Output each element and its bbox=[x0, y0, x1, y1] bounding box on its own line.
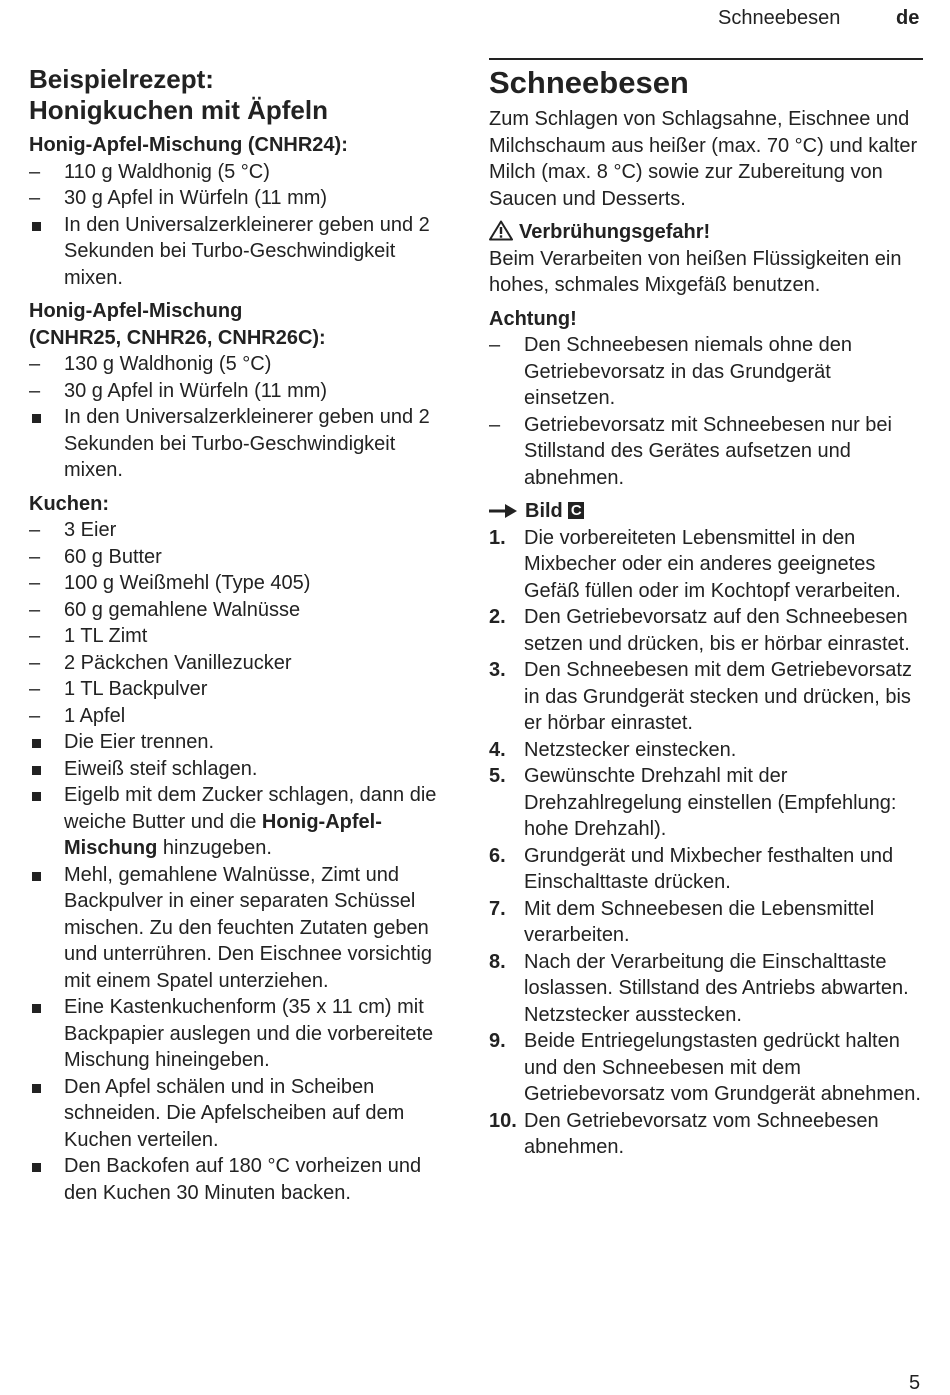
list-item: 4. Netzstecker einstecken. bbox=[489, 738, 737, 761]
list-item: Die Eier trennen. bbox=[29, 729, 459, 756]
list-item: Eigelb mit dem Zucker schlagen, dann die weiche Butter und die Honig-Apfel-Mischung hinzugeben. bbox=[29, 782, 459, 862]
running-header-title: Schneebesen bbox=[718, 7, 841, 29]
ingredient-list bbox=[29, 517, 459, 1206]
list-item: In den Universalzerkleinerer geben und 2 Sekunden bei Turbo-Geschwindigkeit mixen. bbox=[29, 404, 459, 484]
bullet-square-icon bbox=[32, 792, 41, 801]
list-item: – 60 g gemahlene Walnüsse bbox=[29, 598, 301, 621]
language-code: de bbox=[896, 7, 920, 29]
figure-reference: Bild C bbox=[489, 498, 923, 525]
bullet-square-icon bbox=[32, 414, 41, 423]
warning-text: Beim Verarbeiten von heißen Flüssigkeiten ein hohes, schmales Mixgefäß benutzen. bbox=[489, 247, 902, 296]
bullet-square-icon bbox=[32, 766, 41, 775]
bullet-square-icon bbox=[32, 1004, 41, 1013]
list-item: Den Apfel schälen und in Scheiben schneiden. Die Apfelscheiben auf dem Kuchen verteilen. bbox=[29, 1074, 459, 1154]
list-item: 6. Grundgerät und Mixbecher festhalten und Einschalttaste drücken. bbox=[489, 844, 894, 893]
warning-triangle-icon bbox=[489, 220, 513, 241]
list-item: 9. Beide Entriegelungstasten gedrückt halten und den Schneebesen mit dem Getriebevorsatz vom Grundgerät abnehmen. bbox=[489, 1030, 921, 1105]
list-item: – 3 Eier bbox=[29, 519, 117, 541]
list-item: – 110 g Waldhonig (5 °C) bbox=[29, 160, 270, 183]
whisk-column bbox=[489, 58, 923, 1161]
list-item: – 1 Apfel bbox=[29, 704, 126, 727]
bullet-square-icon bbox=[32, 1163, 41, 1172]
list-item: 8. Nach der Verarbeitung die Einschalttaste loslassen. Stillstand des Antriebs abwarten. Netzstecker ausstecken. bbox=[489, 950, 909, 1026]
recipe-column bbox=[29, 64, 459, 1206]
bullet-square-icon bbox=[32, 872, 41, 881]
list-item: In den Universalzerkleinerer geben und 2 Sekunden bei Turbo-Geschwindigkeit mixen. bbox=[29, 212, 459, 292]
bullet-square-icon bbox=[32, 1084, 41, 1093]
list-item: Den Backofen auf 180 °C vorheizen und den Kuchen 30 Minuten backen. bbox=[29, 1153, 459, 1206]
list-item: – 1 TL Backpulver bbox=[29, 678, 208, 700]
ingredient-list bbox=[29, 351, 459, 484]
caution-heading: Achtung! bbox=[489, 307, 577, 330]
list-item: 1. Die vorbereiteten Lebensmittel in den Mixbecher oder ein anderes geeignetes Gefäß füllen oder im Kochtopf verarbeiten. bbox=[489, 526, 901, 602]
section-heading: Honig-Apfel-Mischung (CNHR25, CNHR26, CNHR26C): bbox=[29, 300, 326, 349]
list-item: – Den Schneebesen niemals ohne den Getriebevorsatz in das Grundgerät einsetzen. bbox=[489, 334, 853, 409]
list-item: Eine Kastenkuchenform (35 x 11 cm) mit Backpapier auslegen und die vorbereitete Mischung hineingeben. bbox=[29, 994, 459, 1074]
section-heading: Honig-Apfel-Mischung (CNHR24): bbox=[29, 134, 348, 156]
list-item: 2. Den Getriebevorsatz auf den Schneebesen setzen und drücken, bis er hörbar einrastet. bbox=[489, 606, 910, 655]
bullet-square-icon bbox=[32, 739, 41, 748]
warning-heading: Verbrühungsgefahr! bbox=[489, 219, 923, 246]
page-number: 5 bbox=[909, 1372, 921, 1394]
ingredient-list bbox=[29, 159, 459, 292]
list-item: – 1 TL Zimt bbox=[29, 625, 148, 647]
arrow-right-icon bbox=[489, 504, 517, 518]
steps-list bbox=[489, 525, 923, 1161]
section-heading: Kuchen: bbox=[29, 492, 109, 515]
section-title: Schneebesen bbox=[489, 65, 689, 100]
list-item: – 2 Päckchen Vanillezucker bbox=[29, 651, 292, 674]
list-item: 3. Den Schneebesen mit dem Getriebevorsatz in das Grundgerät stecken und drücken, bis er hörbar einrastet. bbox=[489, 659, 912, 734]
intro-text: Zum Schlagen von Schlagsahne, Eischnee und Milchschaum aus heißer (max. 70 °C) und kalter Milch (max. 8 °C) sowie zur Zubereitung von Saucen und Desserts. bbox=[489, 108, 918, 210]
list-item: 5. Gewünschte Drehzahl mit der Drehzahlregelung einstellen (Empfehlung: hohe Drehzahl). bbox=[489, 765, 897, 840]
list-item: Mehl, gemahlene Walnüsse, Zimt und Backpulver in einer separaten Schüssel mischen. Zu den feuchten Zutaten geben und unterrühren. Den Eischnee vorsichtig mit einem Spatel unterziehen. bbox=[29, 862, 459, 995]
list-item: 10. Den Getriebevorsatz vom Schneebesen abnehmen. bbox=[489, 1109, 879, 1158]
list-item: – 30 g Apfel in Würfeln (11 mm) bbox=[29, 379, 328, 402]
list-item: – 100 g Weißmehl (Type 405) bbox=[29, 572, 311, 594]
recipe-title: Beispielrezept: Honigkuchen mit Äpfeln bbox=[29, 64, 328, 125]
list-item: – 60 g Butter bbox=[29, 545, 162, 568]
bullet-square-icon bbox=[32, 222, 41, 231]
list-item: 7. Mit dem Schneebesen die Lebensmittel verarbeiten. bbox=[489, 897, 875, 946]
list-item: – 130 g Waldhonig (5 °C) bbox=[29, 353, 272, 375]
list-item: – Getriebevorsatz mit Schneebesen nur bei Stillstand des Gerätes aufsetzen und abnehmen. bbox=[489, 413, 892, 489]
figure-letter-badge: C bbox=[568, 502, 584, 519]
list-item: Eiweiß steif schlagen. bbox=[29, 756, 459, 783]
caution-list bbox=[489, 332, 923, 491]
list-item: – 30 g Apfel in Würfeln (11 mm) bbox=[29, 187, 328, 209]
